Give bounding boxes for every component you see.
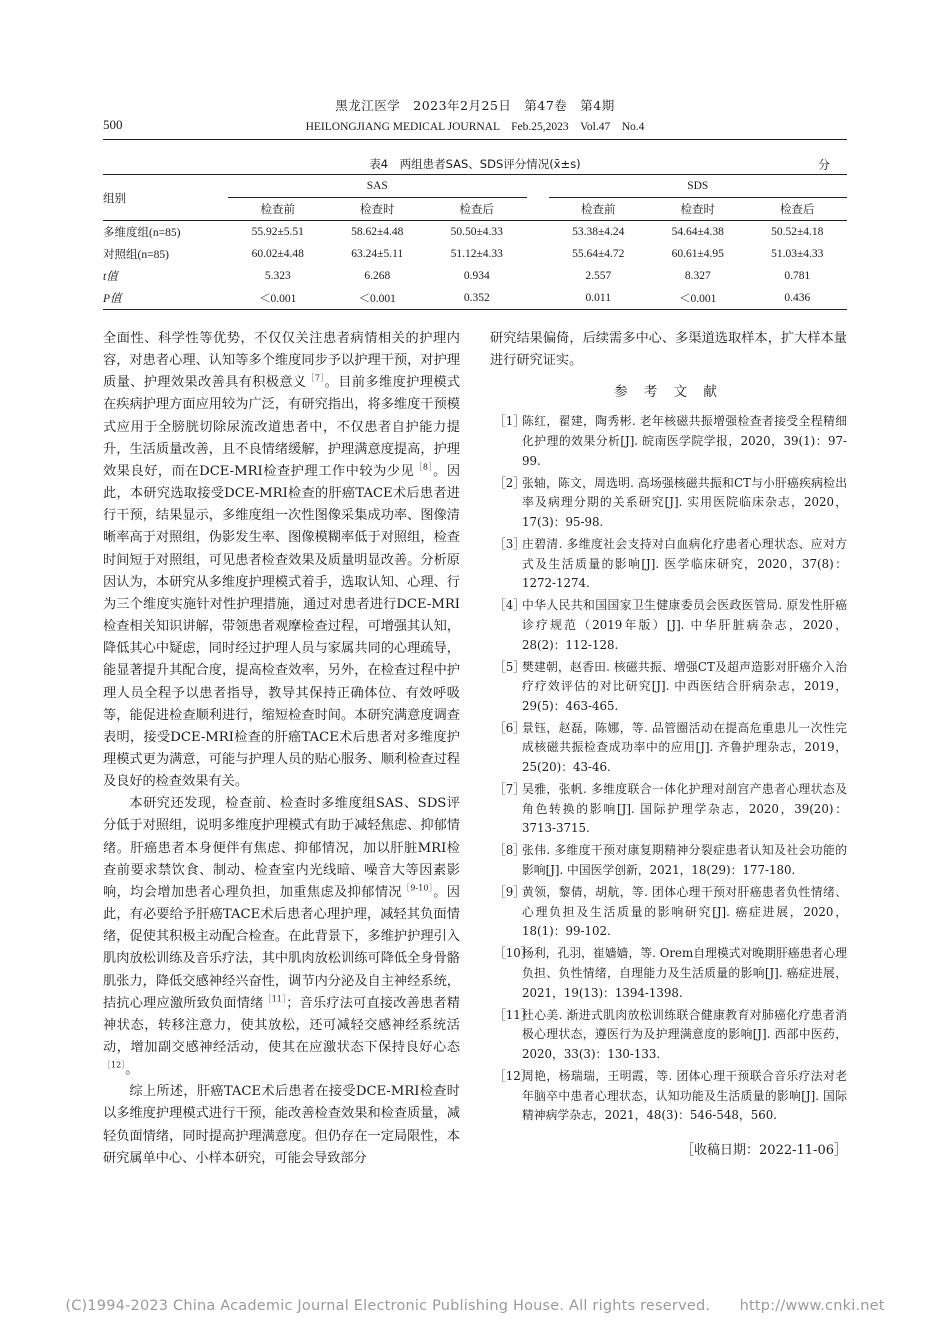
table-unit: 分 xyxy=(818,158,831,172)
reference-item: ［7］ 吴雅，张帆. 多维度联合一体化护理对剖宫产患者心理状态及角色转换的影响[J]. 国际护理学杂志，2020，39(20)：3713-3715. xyxy=(494,782,847,836)
reference-list xyxy=(490,412,847,1125)
subheader: 检查时 xyxy=(648,198,748,221)
reference-item: ［8］ 张伟. 多维度干预对康复期精神分裂症患者认知及社会功能的影响[J]. 中国医学创新，2021，18(29)：177-180. xyxy=(494,843,847,878)
table-cell: 58.62±4.48 xyxy=(351,226,404,238)
reference-item: ［5］ 樊建朝，赵香田. 核磁共振、增强CT及超声造影对肝癌介入治疗疗效评估的对比研究[J]. 中西医结合肝病杂志，2019，29(5)：463-465. xyxy=(494,659,847,713)
table-cell: 51.12±4.33 xyxy=(450,248,503,260)
received-date: ［收稿日期：2022-11-06］ xyxy=(681,1142,847,1158)
scale-header-sas: SAS xyxy=(228,175,527,198)
citation: ［12］ xyxy=(103,1060,126,1070)
table-cell: 0.781 xyxy=(784,270,811,282)
table-row xyxy=(103,287,847,310)
table-row xyxy=(103,221,847,244)
subheader: 检查后 xyxy=(748,198,848,221)
reference-item: ［4］ 中华人民共和国国家卫生健康委员会医政医管局. 原发性肝癌诊疗规范（2019年版）[J]. 中华肝脏病杂志，2020，28(2)：112-128. xyxy=(494,598,847,652)
table-row xyxy=(103,243,847,265)
table-cell: 0.352 xyxy=(427,287,527,310)
table-cell: 8.327 xyxy=(684,270,711,282)
references-title: 参 考 文 献 xyxy=(614,384,723,401)
citation: ［7］ xyxy=(306,373,325,383)
table-cell: 0.436 xyxy=(748,287,848,310)
reference-item: ［10］ 杨利，孔羽，崔嫱嫱，等. Orem自理模式对晚期肝癌患者心理负担、负性情绪，自理能力及生活质量的影响[J]. 癌症进展，2021，19(13)：1394-1398. xyxy=(494,946,847,1000)
table-header-row-1 xyxy=(103,175,847,198)
group-header: 组别 xyxy=(103,175,218,221)
reference-item: ［11］ 杜心美. 渐进式肌肉放松训练联合健康教育对肺癌化疗患者消极心理状态，遵医行为及护理满意度的影响[J]. 西部中医药，2020，33(3)：130-133. xyxy=(494,1007,847,1061)
table-cell: 50.52±4.18 xyxy=(771,226,824,238)
table-cell: ＜0.001 xyxy=(228,287,328,310)
page-number: 500 xyxy=(103,117,123,132)
table-cell: 54.64±4.38 xyxy=(671,226,724,238)
body-paragraph: 综上所述，肝癌TACE术后患者在接受DCE-MRI检查时以多维度护理模式进行干预，能改善检查效果和检查质量，减轻负面情绪，同时提高护理满意度。但仍存在一定局限性，本研究属单中心、小样本研究，可能会导致部分 xyxy=(103,1084,460,1166)
row-label: t值 xyxy=(103,271,118,283)
subheader: 检查前 xyxy=(549,198,649,221)
reference-item: ［9］ 黄领，黎倩，胡航，等. 团体心理干预对肝癌患者负性情绪、心理负担及生活质量的影响研究[J]. 癌症进展，2020，18(1)：99-102. xyxy=(494,885,847,939)
body-paragraph: 研究结果偏倚，后续需多中心、多渠道选取样本，扩大样本量进行研究证实。 xyxy=(490,331,847,369)
table-cell: 0.934 xyxy=(463,270,490,282)
table-caption: 表4 两组患者SAS、SDS评分情况(x̄±s) xyxy=(369,157,581,171)
row-label: P值 xyxy=(103,287,218,310)
journal-header-en: HEILONGJIANG MEDICAL JOURNAL Feb.25,2023 Vol.47 No.4 xyxy=(305,121,645,133)
scale-header-sds: SDS xyxy=(549,175,848,198)
subheader: 检查时 xyxy=(328,198,428,221)
left-column xyxy=(103,328,460,1170)
table-cell: 6.268 xyxy=(364,270,391,282)
table-cell: 55.64±4.72 xyxy=(572,248,625,260)
table-cell: 60.02±4.48 xyxy=(251,248,304,260)
reference-item: ［12］ 周艳，杨瑞瑞，王明霞，等. 团体心理干预联合音乐疗法对老年脑卒中患者心理状态，认知功能及生活质量的影响[J]. 国际精神病学杂志，2021，48(3)：546-548，560. xyxy=(494,1068,847,1123)
copyright-footer: (C)1994-2023 China Academic Journal Electronic Publishing House. All rights reserved. http://www.cnki.net xyxy=(65,1298,885,1314)
right-column xyxy=(490,328,847,1162)
citation: ［8］ xyxy=(414,462,434,472)
row-label: 多维度组(n=85) xyxy=(103,227,181,239)
body-paragraph: 全面性、科学性等优势，不仅仅关注患者病情相关的护理内容，对患者心理、认知等多个维度同步予以护理干预，对护理质量、护理效果改善具有积极意义$^{[7]}$。目前多维度护理模式在疾病护理方面应用较为广泛，有研究指出，将多维度干预模式应用于全膀胱切除尿流改道患者中，不仅患者自护能力提升，生活质量改善，且不良情绪缓解，护理满意度提高，护理效果良好，而在DCE-MRI检查护理工作中较为少见$^{[8]}$。因此，本研究选取接受DCE-MRI检查的肝癌TACE术后患者进行干预，结果显示，多维度组一次性图像采集成功率、图像清晰率高于对照组，伪影发生率、图像模糊率低于对照组，检查时间短于对照组，可见患者检查效果及质量明显改善。分析原因认为，本研究从多维度护理模式着手，选取认知、心理、行为三个维度实施针对性护理措施，通过对患者进行DCE-MRI检查相关知识讲解，带领患者观摩检查过程，可增强其认知，降低其心中疑虑，同时经过护理人员与家属共同的心理疏导，能显著提升其配合度，提高检查效率，另外，在检查过程中护理人员全程予以患者指导，教导其保持正确体位、有效呼吸等，能促进检查顺利进行，缩短检查时间。本研究满意度调查表明，接受DCE-MRI检查的肝癌TACE术后患者对多维度护理模式更为满意，可能与护理人员的贴心服务、顺利检查过程及良好的检查效果有关。 xyxy=(103,331,461,790)
reference-item: ［3］ 庄碧清. 多维度社会支持对白血病化疗患者心理状态、应对方式及生活质量的影响[J]. 医学临床研究，2020，37(8)：1272-1274. xyxy=(494,537,847,591)
subheader: 检查前 xyxy=(228,198,328,221)
header-rule xyxy=(103,139,847,140)
sas-sds-table xyxy=(103,174,847,310)
journal-header-cn: 黑龙江医学 2023年2月25日 第47卷 第4期 xyxy=(335,98,615,113)
subheader: 检查后 xyxy=(427,198,527,221)
table-cell: ＜0.001 xyxy=(648,287,748,310)
table-cell: 5.323 xyxy=(264,270,291,282)
citation: ［9-10］ xyxy=(402,883,434,893)
reference-item: ［1］ 陈红，翟建，陶秀彬. 老年核磁共振增强检查者接受全程精细化护理的效果分析[J]. 皖南医学院学报，2020，39(1)：97-99. xyxy=(494,414,847,468)
body-paragraph: 本研究还发现，检查前、检查时多维度组SAS、SDS评分低于对照组，说明多维度护理模式有助于减轻焦虑、抑郁情绪。肝癌患者本身便伴有焦虑、抑郁情况，加以肝脏MRI检查前要求禁饮食、制动、检查室内光线暗、噪音大等因素影响，均会增加患者心理负担，加重焦虑及抑郁情况$^{[9-10]}$。因此，有必要给予肝癌TACE术后患者心理护理，减轻其负面情绪，促使其积极主动配合检查。在此背景下，多维护护理引入肌肉放松训练及音乐疗法，其中肌肉放松训练可降低全身骨骼肌张力，降低交感神经兴奋性，调节内分泌及自主神经系统，拮抗心理应激所致负面情绪$^{[11]}$；音乐疗法可直接改善患者精神状态，转移注意力，使其放松，还可减轻交感神经系统活动，增加副交感神经活动，使其在应激状态下保持良好心态$^{[12]}$。 xyxy=(103,796,460,1078)
table-cell: 63.24±5.11 xyxy=(351,248,404,260)
reference-item: ［6］ 景钰，赵磊，陈娜，等. 品管圈活动在提高危重患儿一次性完成核磁共振检查成功率中的应用[J]. 齐鲁护理杂志，2019，25(20)：43-46. xyxy=(494,720,847,775)
table-cell: 0.011 xyxy=(549,287,649,310)
table-cell: 60.61±4.95 xyxy=(671,248,724,260)
table-cell: 51.03±4.33 xyxy=(771,248,824,260)
table-cell: 55.92±5.51 xyxy=(251,226,304,238)
table-cell: 50.50±4.33 xyxy=(450,226,503,238)
table-cell: 2.557 xyxy=(585,270,612,282)
row-label: 对照组(n=85) xyxy=(103,249,169,261)
table-cell: 53.38±4.24 xyxy=(572,226,625,238)
citation: ［11］ xyxy=(263,994,287,1004)
table-cell: ＜0.001 xyxy=(328,287,428,310)
reference-item: ［2］ 张轴，陈文，周选明. 高场强核磁共振和CT与小肝癌疾病检出率及病理分期的关系研究[J]. 实用医院临床杂志，2020，17(3)：95-98. xyxy=(494,475,847,529)
table-row xyxy=(103,265,847,287)
